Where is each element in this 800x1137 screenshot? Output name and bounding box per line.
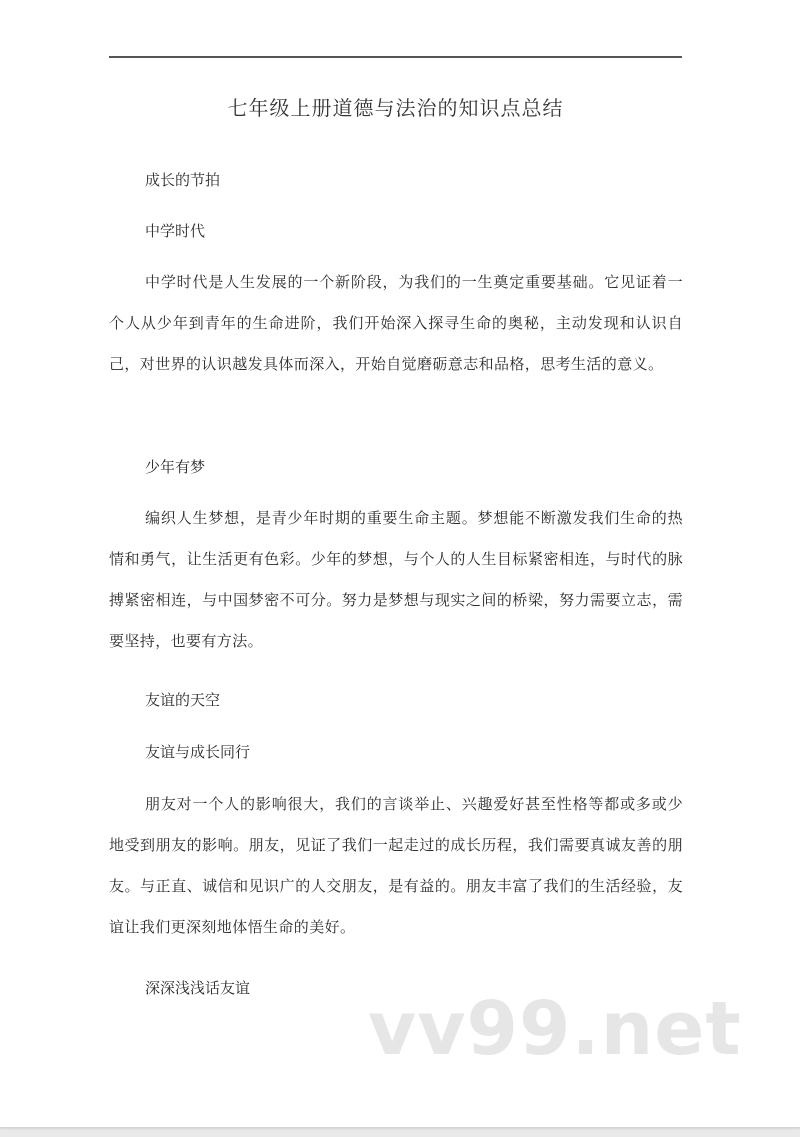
unit2-title: 友谊的天空: [145, 691, 221, 709]
unit-heading: [109, 169, 683, 191]
unit-heading: [109, 689, 683, 711]
document-title: 七年级上册道德与法治的知识点总结: [227, 96, 564, 120]
watermark: vv99.net: [368, 986, 742, 1072]
section-heading: [109, 741, 683, 763]
section3-paragraph: 朋友对一个人的影响很大，我们的言谈举止、兴趣爱好甚至性格等都或多或少地受到朋友的影响。朋友，见证了我们一起走过的成长历程，我们需要真诚友善的朋友。与正直、诚信和见识广的人交朋友，是有益的。朋友丰富了我们的生活经验，友谊让我们更深刻地体悟生命的美好。: [109, 795, 683, 936]
section-body: [109, 498, 683, 662]
section1-paragraph: 中学时代是人生发展的一个新阶段，为我们的一生奠定重要基础。它见证着一个人从少年到青年的生命进阶，我们开始深入探寻生命的奥秘，主动发现和认识自己，对世界的认识越发具体而深入，开始自觉磨砺意志和品格，思考生活的意义。: [109, 273, 683, 373]
section1-title: 中学时代: [145, 222, 206, 240]
section3-title: 友谊与成长同行: [145, 743, 251, 761]
section-heading: [109, 220, 683, 242]
section-heading: [109, 456, 683, 478]
section4-title: 深深浅浅话友谊: [145, 979, 251, 997]
section-body: [109, 262, 683, 385]
section2-paragraph: 编织人生梦想，是青少年时期的重要生命主题。梦想能不断激发我们生命的热情和勇气，让生活更有色彩。少年的梦想，与个人的人生目标紧密相连，与时代的脉搏紧密相连，与中国梦密不可分。努力是梦想与现实之间的桥梁，努力需要立志，需要坚持，也要有方法。: [109, 509, 683, 650]
section2-title: 少年有梦: [145, 458, 206, 476]
header-rule: [109, 56, 682, 58]
section-body: [109, 784, 683, 948]
unit1-title: 成长的节拍: [145, 171, 221, 189]
